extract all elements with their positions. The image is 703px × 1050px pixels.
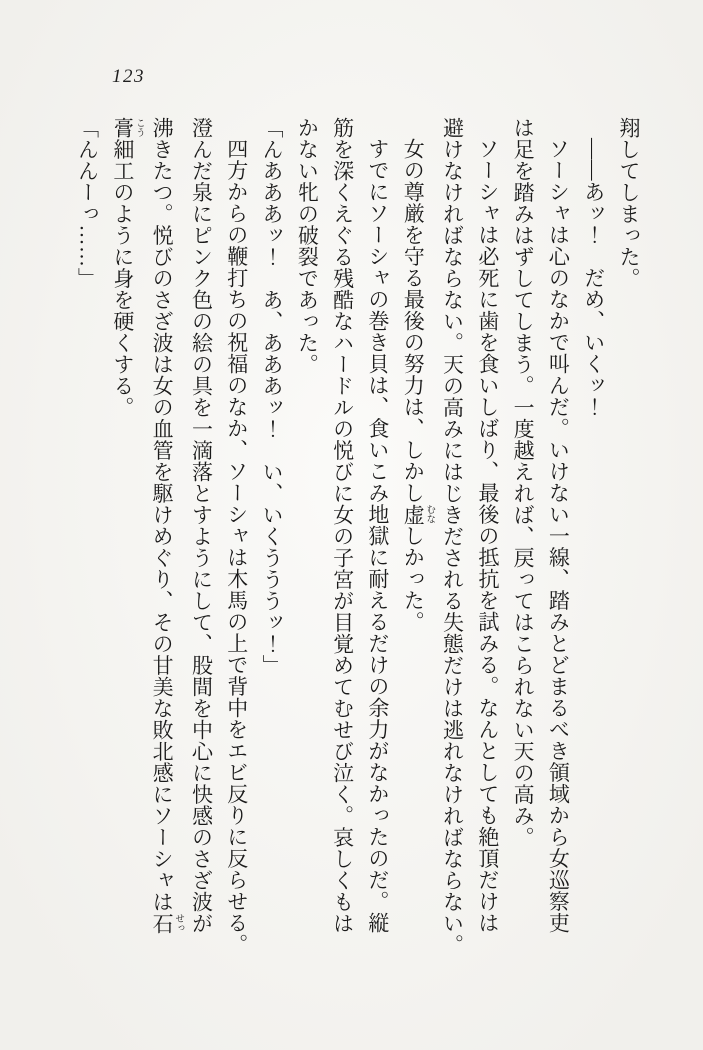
text-line: 避けなければならない。天の高みにはじきだされる失態だけは逃れなければならない。 bbox=[440, 117, 465, 956]
text-line: 筋を深くえぐる残酷なハードルの悦びに女の子宮が目覚めてむせび泣く。哀しくもは bbox=[330, 117, 355, 934]
text-line: 「んあああッ！ あ、あああッ！ い、いくうううッ！」 bbox=[260, 117, 285, 676]
text-line: 膏 こう細工のように身を硬くする。 bbox=[110, 117, 144, 418]
text-line: 翔してしまった。 bbox=[617, 117, 641, 289]
body-text-vertical bbox=[75, 117, 646, 991]
text-line: かない牝の破裂であった。 bbox=[295, 117, 320, 375]
ruby-annotated-kanji: 膏 こう bbox=[110, 117, 144, 139]
ruby-annotated-kanji: 虚 むな bbox=[401, 503, 435, 525]
text-line: 四方からの鞭打ちの祝福のなか、ソーシャは木馬の上で背中をエビ反りに反らせる。 bbox=[224, 138, 249, 955]
text-line: ソーシャは必死に歯を食いしばり、最後の抵抗を試みる。なんとしても絶頂だけは bbox=[475, 138, 500, 934]
text-line: すでにソーシャの巻き貝は、食いこみ地獄に耐えるだけの余力がなかったのだ。縦 bbox=[365, 138, 390, 934]
text-line: ――あッ！ だめ、いくッ！ bbox=[581, 138, 606, 418]
page-number: 123 bbox=[112, 66, 145, 87]
text-line: 「んんーっ……」 bbox=[75, 117, 100, 289]
text-line: 沸きたつ。悦びのさざ波は女の血管を駆けめぐり、その甘美な敗北感にソーシャは石 せっ bbox=[150, 117, 184, 934]
ruby-annotated-kanji: 石 せっ bbox=[150, 912, 184, 934]
text-line: は足を踏みはずしてしまう。一度越えれば、戻ってはこられない天の高み。 bbox=[511, 117, 536, 848]
text-line: 澄んだ泉にピンク色の絵の具を一滴落とすようにして、股間を中心に快感のさざ波が bbox=[189, 117, 214, 934]
text-line: ソーシャは心のなかで叫んだ。いけない一線、踏みとどまるべき領域から女巡察吏 bbox=[546, 138, 571, 934]
text-line: 女の尊厳を守る最後の努力は、しかし虚 むなしかった。 bbox=[401, 138, 435, 633]
